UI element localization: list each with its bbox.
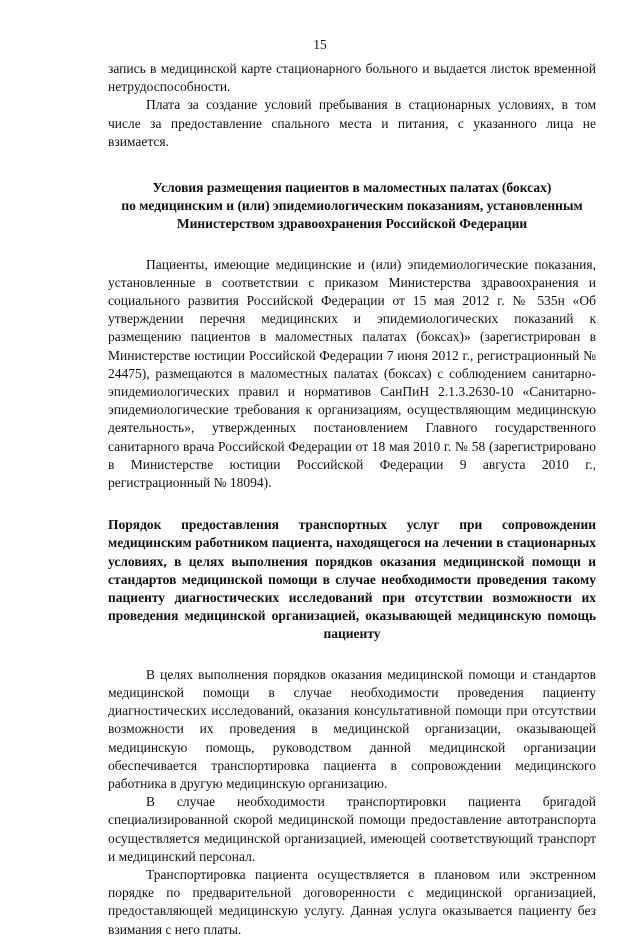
section-heading-isolation-wards: [108, 179, 596, 234]
page-number: 15: [313, 37, 327, 52]
document-body: [108, 60, 596, 939]
heading-line: по медицинским и (или) эпидемиологическим показаниям, установленным: [121, 198, 583, 214]
transport-paragraph-3: Транспортировка пациента осуществляется в плановом или экстренном порядке по предварительной договоренности с медицинской организацией, предоставляющей медицинскую услугу. Данная услуга оказывается пациенту без взимания с него платы.: [108, 866, 596, 937]
heading-line: Министерством здравоохранения Российской Федерации: [176, 216, 528, 232]
fee-paragraph: Плата за создание условий пребывания в стационарных условиях, в том числе за предоставление спального места и питания, с указанного лица не взимается.: [108, 97, 596, 149]
continuation-paragraph: запись в медицинской карте стационарного больного и выдается листок временной нетрудоспособности.: [108, 61, 596, 95]
transport-paragraph-1: В целях выполнения порядков оказания медицинской помощи и стандартов медицинской помощи в случае необходимости проведения пациенту диагностических исследований, оказания консультативной помощи при отсутствии возможности их проведения в медицинской организации, оказывающей медицинскую помощь, руководством данной медицинской организации обеспечивается транспортировка пациента в сопровождении медицинского работника в другую медицинскую организацию.: [108, 666, 596, 791]
heading-line: Условия размещения пациентов в маломестных палатах (боксах): [152, 180, 552, 196]
transport-paragraph-2: В случае необходимости транспортировки пациента бригадой специализированной скорой медицинской помощи предоставление автотранспорта осуществляется медицинской организацией, имеющей соответствующий транспорт и медицинский персонал.: [108, 794, 596, 864]
isolation-wards-paragraph: Пациенты, имеющие медицинские и (или) эпидемиологические показания, установленные в соответствии с приказом Министерства здравоохранения и социального развития Российской Федерации от 15 мая 2012 г. № 535н «Об утверждении перечня медицинских и эпидемиологических показаний к размещению пациентов в маломестных палатах (боксах)» (зарегистрирован в Министерстве юстиции Российской Федерации 7 июня 2012 г., регистрационный № 24475), размещаются в маломестных палатах (боксах) с соблюдением санитарно-эпидемиологических правил и нормативов СанПиН 2.1.3.2630-10 «Санитарно-эпидемиологические требования к организациям, осуществляющим медицинскую деятельность», утвержденных постановлением Главного государственного санитарного врача Российской Федерации от 18 мая 2010 г. № 58 (зарегистрировано в Министерстве юстиции Российской Федерации 9 августа 2010 г., регистрационный № 18094).: [108, 256, 596, 491]
section-heading-transport-services: Порядок предоставления транспортных услуг при сопровождении медицинским работником пациента, находящегося на лечении в стационарных условиях, в целях выполнения порядков оказания медицинской помощи и стандартов медицинской помощи в случае необходимости проведения такому пациенту диагностических исследований при отсутствии возможности их проведения медицинской организацией, оказывающей медицинскую помощь пациенту: [108, 517, 596, 642]
